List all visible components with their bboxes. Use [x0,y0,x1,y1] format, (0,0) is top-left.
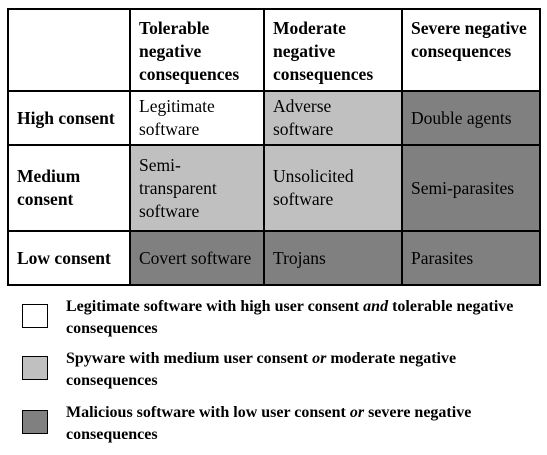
row-high-consent [8,91,540,145]
row-label-high-consent: High consent [8,91,130,145]
legend-text-legitimate: Legitimate software with high user consent and tolerable negative consequences [66,298,514,337]
column-header-moderate: Moderate negative consequences [264,9,402,91]
column-header-tolerable: Tolerable negative consequences [130,9,264,91]
cell-covert-software: Covert software [130,231,264,285]
legend-item-malicious [22,402,537,450]
legend-item-legitimate [22,296,537,344]
legend-swatch-light-gray [22,356,48,380]
column-header-severe: Severe negative consequences [402,9,540,91]
row-low-consent [8,231,540,285]
legend-item-spyware [22,348,537,396]
cell-double-agents: Double agents [402,91,540,145]
legend-swatch-white [22,304,48,328]
row-label-medium-consent: Medium consent [8,145,130,231]
consent-consequence-matrix [7,8,541,286]
row-medium-consent [8,145,540,231]
row-label-low-consent: Low consent [8,231,130,285]
cell-adverse-software: Adverse software [264,91,402,145]
legend-text-malicious: Malicious software with low user consent or severe negative consequences [66,404,472,443]
legend-text-spyware: Spyware with medium user consent or moderate negative consequences [66,350,457,389]
cell-legitimate-software: Legitimate software [130,91,264,145]
cell-parasites: Parasites [402,231,540,285]
cell-semi-transparent-software: Semi-transparent software [130,145,264,231]
corner-cell [8,9,130,91]
cell-unsolicited-software: Unsolicited software [264,145,402,231]
cell-trojans: Trojans [264,231,402,285]
legend-swatch-dark-gray [22,410,48,434]
cell-semi-parasites: Semi-parasites [402,145,540,231]
header-row [8,9,540,91]
